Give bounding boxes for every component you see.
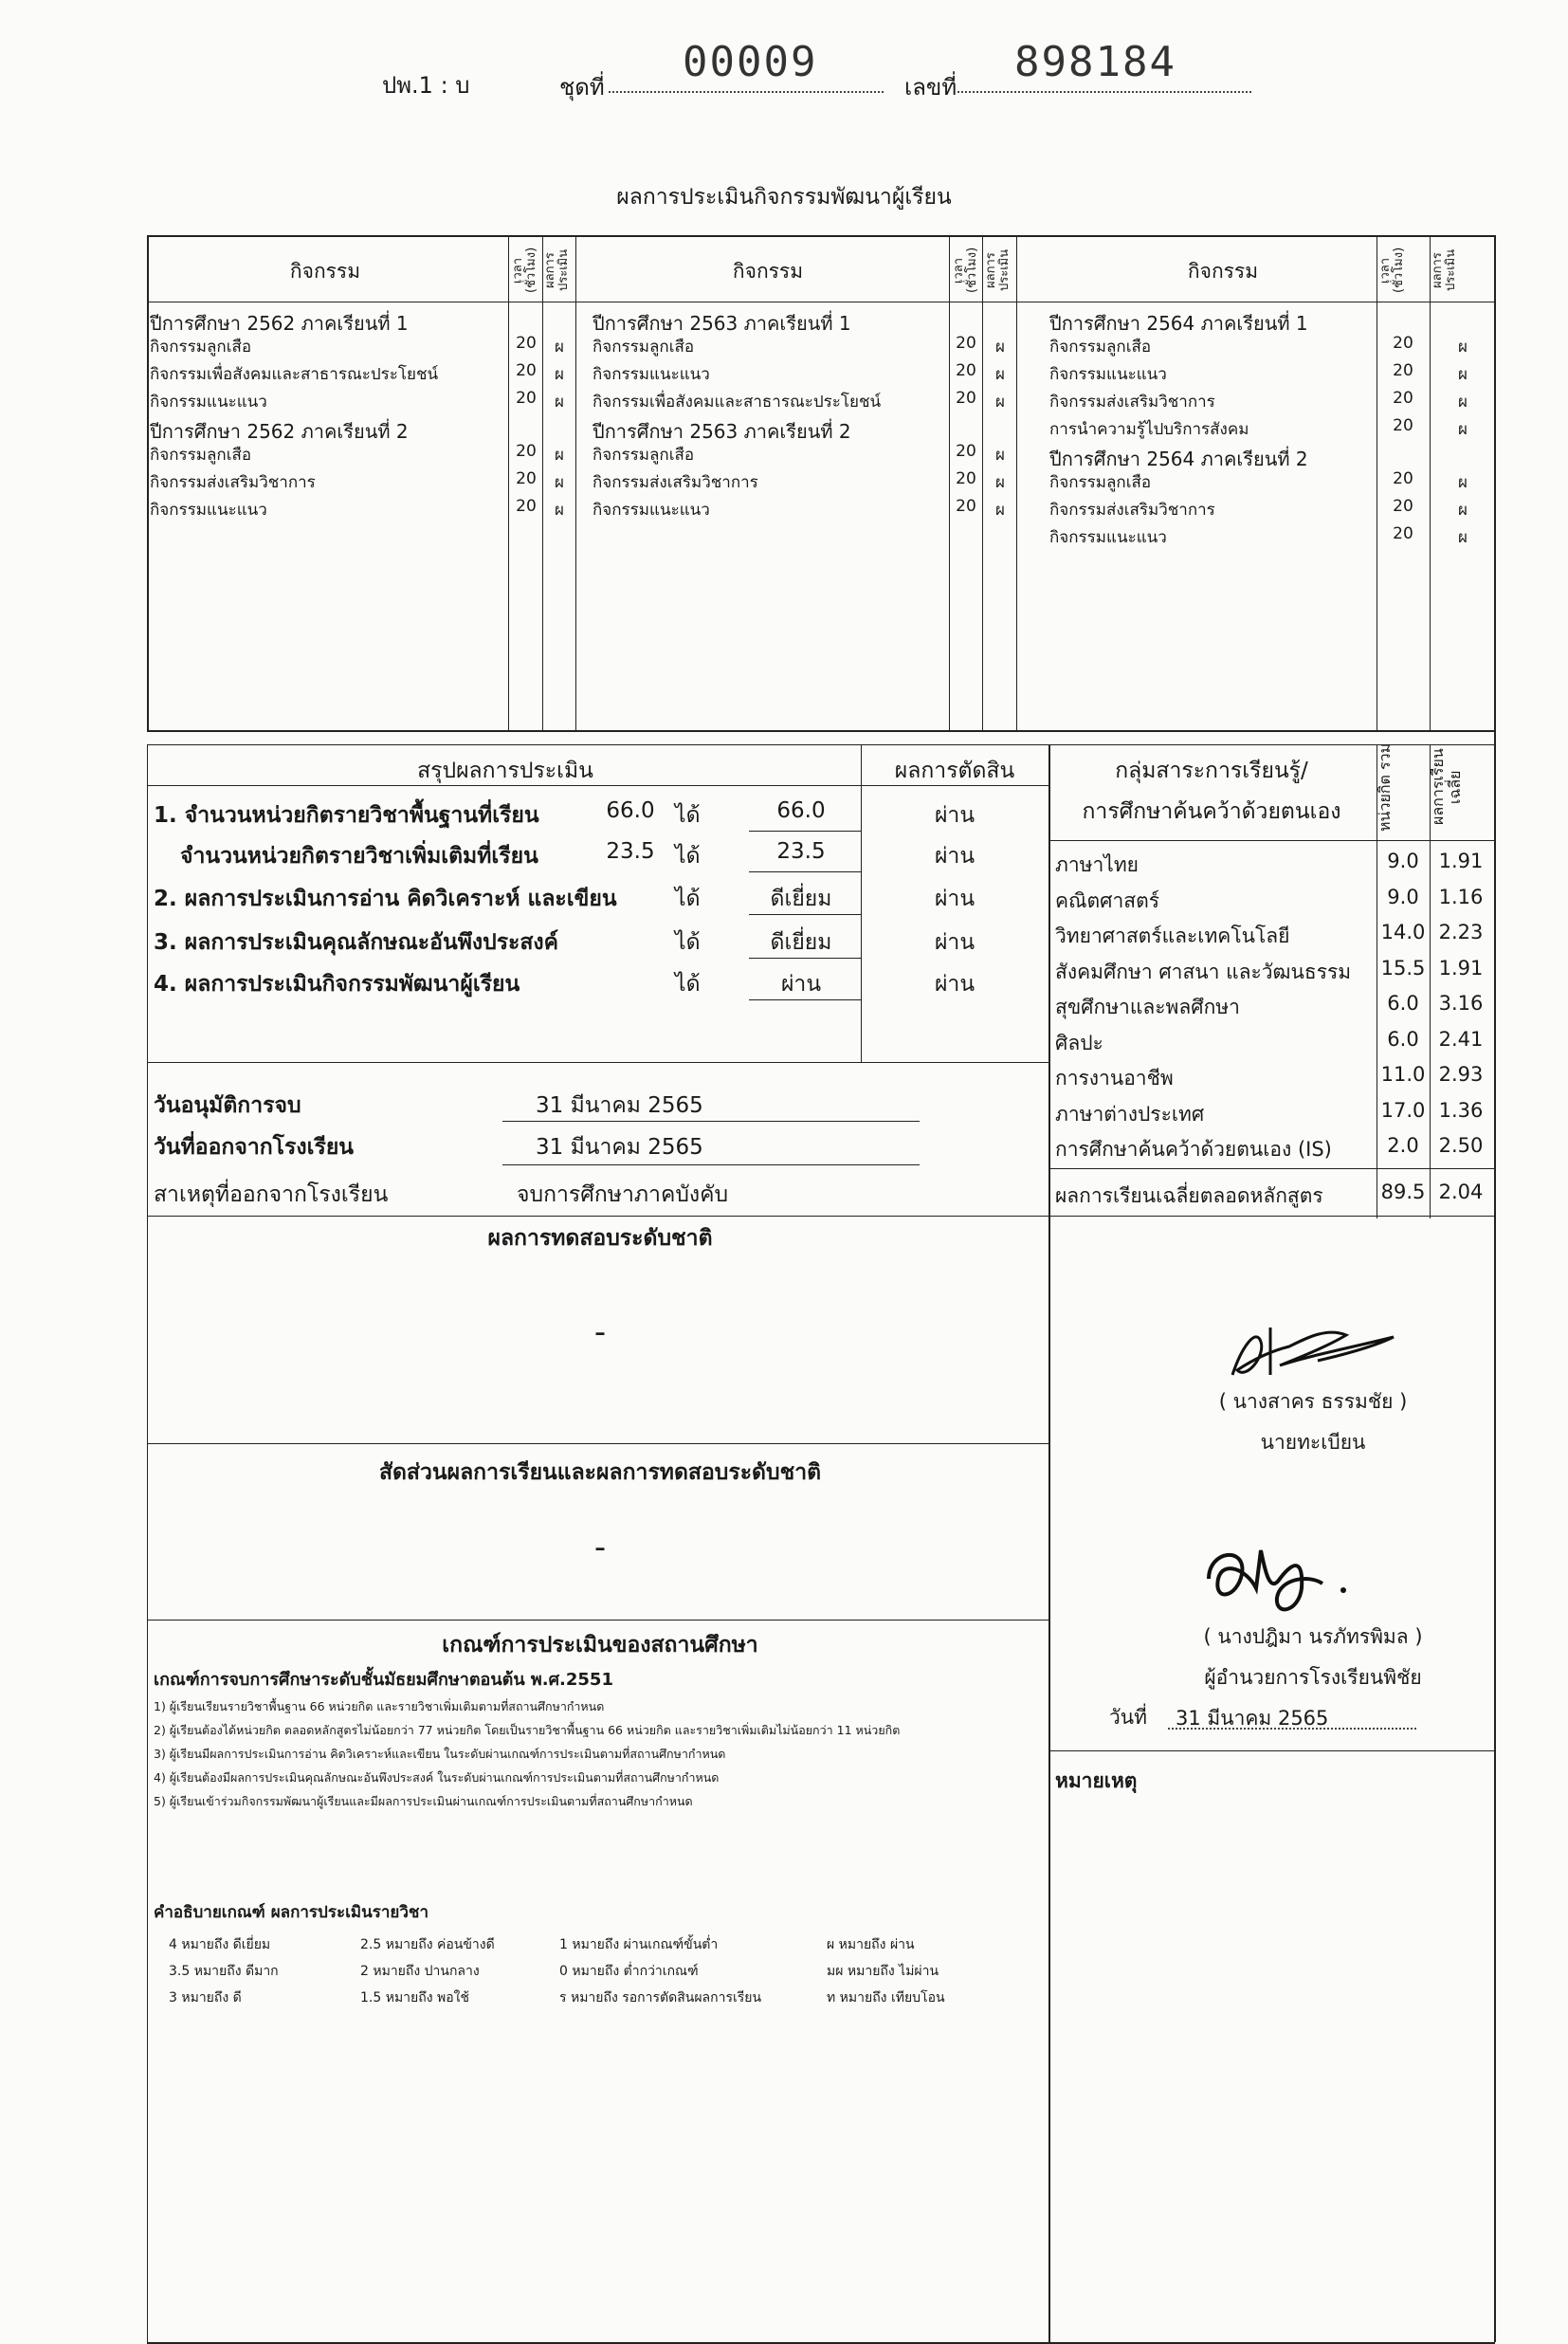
activity-name: กิจกรรมส่งเสริมวิชาการ <box>1049 393 1215 412</box>
director-date-label: วันที่ <box>1109 1706 1147 1729</box>
ratio-value: - <box>593 1529 607 1566</box>
activity-name: กิจกรรมเพื่อสังคมและสาธารณะประโยชน์ <box>593 393 882 412</box>
rule-v3 <box>575 235 576 730</box>
criteria-item: 5) ผู้เรียนเข้าร่วมกิจกรรมพัฒนาผู้เรียนและมีผลการประเมินผ่านเกณฑ์การประเมินตามที่สถานศึกษากำหนด <box>154 1794 693 1808</box>
activity-hours: 20 <box>1393 524 1413 543</box>
activity-name: กิจกรรมลูกเสือ <box>1049 473 1152 492</box>
subject-name: คณิตศาสตร์ <box>1055 888 1160 912</box>
registrar-name: ( นางสาคร ธรรมชัย ) <box>1218 1390 1408 1413</box>
activity-name: กิจกรรมเพื่อสังคมและสาธารณะประโยชน์ <box>150 365 439 384</box>
summary-label: 3. ผลการประเมินคุณลักษณะอันพึงประสงค์ <box>154 930 559 955</box>
term-heading: ปีการศึกษา 2563 ภาคเรียนที่ 1 <box>593 312 851 335</box>
activity-result: ผ <box>1458 501 1468 520</box>
subject-credits: 6.0 <box>1387 1027 1419 1051</box>
subject-credits: 14.0 <box>1380 921 1426 943</box>
activity-name: กิจกรรมลูกเสือ <box>593 338 695 357</box>
result-header-2: ผลการ ประเมิน <box>984 248 1012 292</box>
term-heading: ปีการศึกษา 2562 ภาคเรียนที่ 1 <box>150 312 409 335</box>
summary-label: 2. ผลการประเมินการอ่าน คิดวิเคราะห์ และเขียน <box>154 887 617 911</box>
total-gpa: 2.04 <box>1438 1181 1484 1203</box>
activity-hours: 20 <box>1393 361 1413 380</box>
subject-name: สุขศึกษาและพลศึกษา <box>1055 996 1240 1018</box>
subject-name: วิทยาศาสตร์และเทคโนโลยี <box>1055 925 1290 947</box>
grade-key-item: 2 หมายถึง ปานกลาง <box>360 1964 480 1979</box>
leave-label: วันที่ออกจากโรงเรียน <box>154 1135 355 1160</box>
activity-result: ผ <box>1458 473 1468 492</box>
summary-got: ดีเยี่ยม <box>770 887 832 911</box>
rule-total-bottom <box>1048 1216 1494 1217</box>
activity-name: กิจกรรมแนะแนว <box>1049 365 1167 384</box>
activity-header-3: กิจกรรม <box>1187 260 1259 283</box>
grade-key-item: 0 หมายถึง ต่ำกว่าเกณฑ์ <box>559 1964 699 1979</box>
summary-got-label: ได้ <box>675 844 701 869</box>
subjects-title-2: การศึกษาค้นคว้าด้วยตนเอง <box>1082 799 1341 824</box>
summary-got-underline <box>749 871 861 872</box>
subject-credits: 15.5 <box>1380 956 1426 980</box>
reason-label: สาเหตุที่ออกจากโรงเรียน <box>154 1182 389 1207</box>
criteria-item: 4) ผู้เรียนต้องมีผลการประเมินคุณลักษณะอันพึงประสงค์ ในระดับผ่านเกณฑ์การประเมินตามที่สถานศึกษากำหนด <box>154 1770 720 1785</box>
grade-key-item: 2.5 หมายถึง ค่อนข้างดี <box>360 1937 495 1952</box>
rule-left <box>147 235 149 730</box>
activity-hours: 20 <box>956 442 976 461</box>
activity-hours: 20 <box>1393 389 1413 408</box>
activity-result: ผ <box>555 365 564 384</box>
grade-key-item: มผ หมายถึง ไม่ผ่าน <box>827 1964 939 1979</box>
subject-name: ภาษาไทย <box>1055 853 1139 876</box>
activity-hours: 20 <box>516 389 537 408</box>
activity-hours: 20 <box>956 469 976 488</box>
result-header-3: ผลการ ประเมิน <box>1431 248 1458 292</box>
approval-date: 31 มีนาคม 2565 <box>536 1093 703 1118</box>
criteria-title: เกณฑ์การประเมินของสถานศึกษา <box>442 1633 758 1657</box>
registrar-position: นายทะเบียน <box>1260 1431 1366 1454</box>
ratio-title: สัดส่วนผลการเรียนและผลการทดสอบระดับชาติ <box>378 1460 822 1485</box>
grade-key-item: ร หมายถึง รอการตัดสินผลการเรียน <box>559 1990 762 2005</box>
summary-got-label: ได้ <box>675 803 701 828</box>
criteria-item: 2) ผู้เรียนต้องได้หน่วยกิต ตลอดหลักสูตรไม่น้อยกว่า 77 หน่วยกิต โดยเป็นรายวิชาพื้นฐาน 66 หน่วยกิต และรายวิชาเพิ่มเติมไม่น้อยกว่า 11 หน่วยกิต <box>154 1723 901 1737</box>
activity-hours: 20 <box>1393 416 1413 435</box>
subject-credits: 9.0 <box>1387 885 1419 908</box>
subject-credits: 6.0 <box>1387 992 1419 1015</box>
activity-result: ผ <box>555 501 564 520</box>
rule-summary-bottom <box>147 1062 1050 1063</box>
subject-credits: 9.0 <box>1387 850 1419 872</box>
subject-gpa: 1.16 <box>1438 885 1484 908</box>
rule-nat-bottom <box>147 1443 1050 1444</box>
grade-key-item: 1.5 หมายถึง พอใช้ <box>360 1990 469 2005</box>
criteria-subtitle: เกณฑ์การจบการศึกษาระดับชั้นมัธยมศึกษาตอนต้น พ.ศ.2551 <box>154 1670 613 1690</box>
rule-v6 <box>1016 235 1017 730</box>
subject-gpa: 1.91 <box>1438 956 1484 980</box>
activity-result: ผ <box>555 446 564 465</box>
summary-label: จำนวนหน่วยกิตรายวิชาเพิ่มเติมที่เรียน <box>180 844 538 869</box>
summary-decision: ผ่าน <box>934 844 975 869</box>
activity-header-2: กิจกรรม <box>732 260 804 283</box>
activity-hours: 20 <box>956 497 976 516</box>
subject-gpa: 2.41 <box>1438 1027 1484 1051</box>
approval-label: วันอนุมัติการจบ <box>154 1093 301 1118</box>
term-heading: ปีการศึกษา 2564 ภาคเรียนที่ 1 <box>1049 312 1308 335</box>
criteria-item: 1) ผู้เรียนเรียนรายวิชาพื้นฐาน 66 หน่วยกิต และรายวิชาเพิ่มเติมตามที่สถานศึกษากำหนด <box>154 1699 605 1713</box>
summary-got-underline <box>749 831 861 832</box>
activity-header-1: กิจกรรม <box>289 260 361 283</box>
summary-got-label: ได้ <box>675 887 701 911</box>
form-code: ปพ.1 : บ <box>382 72 470 99</box>
summary-got-underline <box>749 958 861 959</box>
activity-name: กิจกรรมลูกเสือ <box>593 446 695 465</box>
subject-gpa: 2.50 <box>1438 1134 1484 1157</box>
summary-decision: ผ่าน <box>934 972 975 997</box>
rule-v1 <box>508 235 509 730</box>
grade-key-item: 4 หมายถึง ดีเยี่ยม <box>169 1937 271 1952</box>
term-heading: ปีการศึกษา 2564 ภาคเรียนที่ 2 <box>1049 448 1308 470</box>
activity-hours: 20 <box>516 442 537 461</box>
rule-v4 <box>949 235 950 730</box>
criteria-item: 3) ผู้เรียนมีผลการประเมินการอ่าน คิดวิเคราะห์และเขียน ในระดับผ่านเกณฑ์การประเมินตามที่สถานศึกษากำหนด <box>154 1747 726 1761</box>
credits-header: หน่วยกิต รวม <box>1376 742 1394 832</box>
summary-decision: ผ่าน <box>934 803 975 828</box>
activity-name: กิจกรรมแนะแนว <box>150 393 267 412</box>
total-label: ผลการเรียนเฉลี่ยตลอดหลักสูตร <box>1055 1184 1323 1207</box>
document-number: 898184 <box>1014 38 1176 86</box>
subject-name: ศิลปะ <box>1055 1031 1103 1054</box>
activity-name: กิจกรรมส่งเสริมวิชาการ <box>593 473 758 492</box>
rule-v5 <box>982 235 983 730</box>
activity-hours: 20 <box>1393 334 1413 353</box>
director-date: 31 มีนาคม 2565 <box>1176 1707 1329 1730</box>
set-label: ชุดที่ <box>559 74 605 101</box>
activity-name: กิจกรรมแนะแนว <box>150 501 267 520</box>
summary-got-label: ได้ <box>675 972 701 997</box>
rule-summary-top <box>147 744 1495 745</box>
rule-criteria-left <box>147 1620 148 2342</box>
rule-remarks-top <box>1048 1750 1494 1751</box>
grade-key-item: 3 หมายถึง ดี <box>169 1990 242 2005</box>
activity-name: กิจกรรมลูกเสือ <box>1049 338 1152 357</box>
subject-credits: 11.0 <box>1380 1063 1426 1086</box>
subject-gpa: 3.16 <box>1438 992 1484 1015</box>
activity-name: กิจกรรมส่งเสริมวิชาการ <box>1049 501 1215 520</box>
rule-date2 <box>502 1164 920 1165</box>
time-header-1: เวลา (ชั่วโมง) <box>511 247 538 294</box>
activity-result: ผ <box>555 338 564 357</box>
summary-got: 23.5 <box>776 839 826 864</box>
term-heading: ปีการศึกษา 2562 ภาคเรียนที่ 2 <box>150 420 409 443</box>
activity-name: กิจกรรมลูกเสือ <box>150 338 252 357</box>
activity-result: ผ <box>995 446 1005 465</box>
set-dotline <box>609 91 884 93</box>
activity-name: กิจกรรมแนะแนว <box>593 365 710 384</box>
summary-decision: ผ่าน <box>934 930 975 955</box>
grade-key-title: คำอธิบายเกณฑ์ ผลการประเมินรายวิชา <box>154 1903 429 1922</box>
grade-key-item: ผ หมายถึง ผ่าน <box>827 1937 915 1952</box>
summary-got-underline <box>749 914 861 915</box>
set-number: 00009 <box>683 38 818 86</box>
activity-result: ผ <box>995 473 1005 492</box>
activity-hours: 20 <box>516 497 537 516</box>
subject-name: การงานอาชีพ <box>1055 1067 1174 1090</box>
rule-activities-bottom <box>147 730 1495 732</box>
subject-credits: 2.0 <box>1387 1134 1419 1157</box>
summary-got: ผ่าน <box>780 972 822 997</box>
summary-decision: ผ่าน <box>934 887 975 911</box>
rule-v8 <box>1430 235 1431 730</box>
decision-title: ผลการตัดสิน <box>894 759 1015 783</box>
activity-result: ผ <box>995 365 1005 384</box>
summary-got-underline <box>749 999 861 1000</box>
activity-hours: 20 <box>516 334 537 353</box>
activity-hours: 20 <box>956 389 976 408</box>
rule-subjects-header <box>1048 840 1494 841</box>
activity-result: ผ <box>555 393 564 412</box>
activity-hours: 20 <box>516 361 537 380</box>
activities-title: ผลการประเมินกิจกรรมพัฒนาผู้เรียน <box>616 185 952 210</box>
activity-result: ผ <box>995 338 1005 357</box>
number-dotline <box>957 91 1251 93</box>
subjects-title-1: กลุ่มสาระการเรียนรู้/ <box>1115 759 1308 783</box>
rule-ratio-left <box>147 1443 148 1620</box>
rule-right <box>1494 235 1496 2342</box>
grade-key-item: ท หมายถึง เทียบโอน <box>827 1990 945 2005</box>
summary-studied: 66.0 <box>606 798 655 823</box>
activity-result: ผ <box>1458 420 1468 439</box>
activity-name: กิจกรรมแนะแนว <box>593 501 710 520</box>
director-position: ผู้อำนวยการโรงเรียนพิชัย <box>1204 1666 1422 1689</box>
registrar-signature <box>1213 1309 1431 1394</box>
rule-dates-bottom <box>147 1216 1050 1217</box>
summary-got: ดีเยี่ยม <box>770 930 832 955</box>
leave-date: 31 มีนาคม 2565 <box>536 1135 703 1160</box>
activity-result: ผ <box>1458 393 1468 412</box>
rule-top <box>147 235 1495 237</box>
grade-key-item: 1 หมายถึง ผ่านเกณฑ์ขั้นต่ำ <box>559 1937 719 1952</box>
subject-gpa: 1.36 <box>1438 1098 1484 1122</box>
activity-result: ผ <box>995 501 1005 520</box>
national-test-title: ผลการทดสอบระดับชาติ <box>487 1226 713 1251</box>
term-heading: ปีการศึกษา 2563 ภาคเรียนที่ 2 <box>593 420 851 443</box>
summary-title: สรุปผลการประเมิน <box>417 759 593 783</box>
rule-summary-left <box>147 744 148 1296</box>
grade-key-item: 3.5 หมายถึง ดีมาก <box>169 1964 279 1979</box>
summary-label: 4. ผลการประเมินกิจกรรมพัฒนาผู้เรียน <box>154 972 520 997</box>
activity-name: กิจกรรมแนะแนว <box>1049 528 1167 547</box>
rule-total-top <box>1048 1168 1494 1169</box>
total-credits: 89.5 <box>1380 1181 1426 1203</box>
time-header-2: เวลา (ชั่วโมง) <box>952 247 979 294</box>
activity-hours: 20 <box>516 469 537 488</box>
activity-result: ผ <box>1458 338 1468 357</box>
activity-result: ผ <box>1458 365 1468 384</box>
subject-gpa: 1.91 <box>1438 850 1484 872</box>
subject-credits: 17.0 <box>1380 1098 1426 1122</box>
national-test-value: - <box>593 1313 607 1351</box>
subject-name: การศึกษาค้นคว้าด้วยตนเอง (IS) <box>1055 1138 1332 1161</box>
activity-hours: 20 <box>956 334 976 353</box>
subject-name: ภาษาต่างประเทศ <box>1055 1102 1205 1126</box>
remarks-title: หมายเหตุ <box>1055 1769 1138 1792</box>
rule-nat-left <box>147 1216 148 1443</box>
number-label: เลขที่ <box>904 74 957 101</box>
subject-name: สังคมศึกษา ศาสนา และวัฒนธรรม <box>1055 960 1352 983</box>
rule-v2 <box>542 235 543 730</box>
gpa-header: ผลการเรียน เฉลี่ย <box>1429 748 1464 826</box>
summary-label: 1. จำนวนหน่วยกิตรายวิชาพื้นฐานที่เรียน <box>154 803 539 828</box>
activity-result: ผ <box>1458 528 1468 547</box>
activity-result: ผ <box>995 393 1005 412</box>
subject-gpa: 2.93 <box>1438 1063 1484 1086</box>
rule-ratio-bottom <box>147 1620 1050 1621</box>
reason-value: จบการศึกษาภาคบังคับ <box>517 1182 729 1207</box>
activity-name: การนำความรู้ไปบริการสังคม <box>1049 420 1249 439</box>
director-name: ( นางปฎิมา นรภัทรพิมล ) <box>1203 1625 1423 1648</box>
summary-studied: 23.5 <box>606 839 655 864</box>
activity-hours: 20 <box>1393 469 1413 488</box>
activity-hours: 20 <box>956 361 976 380</box>
director-signature <box>1190 1522 1379 1626</box>
time-header-3: เวลา (ชั่วโมง) <box>1378 247 1406 294</box>
activity-name: กิจกรรมส่งเสริมวิชาการ <box>150 473 316 492</box>
activity-name: กิจกรรมลูกเสือ <box>150 446 252 465</box>
summary-got: 66.0 <box>776 798 826 823</box>
activity-result: ผ <box>555 473 564 492</box>
result-header-1: ผลการ ประเมิน <box>543 248 571 292</box>
subject-gpa: 2.23 <box>1438 921 1484 943</box>
activity-hours: 20 <box>1393 497 1413 516</box>
summary-got-label: ได้ <box>675 930 701 955</box>
